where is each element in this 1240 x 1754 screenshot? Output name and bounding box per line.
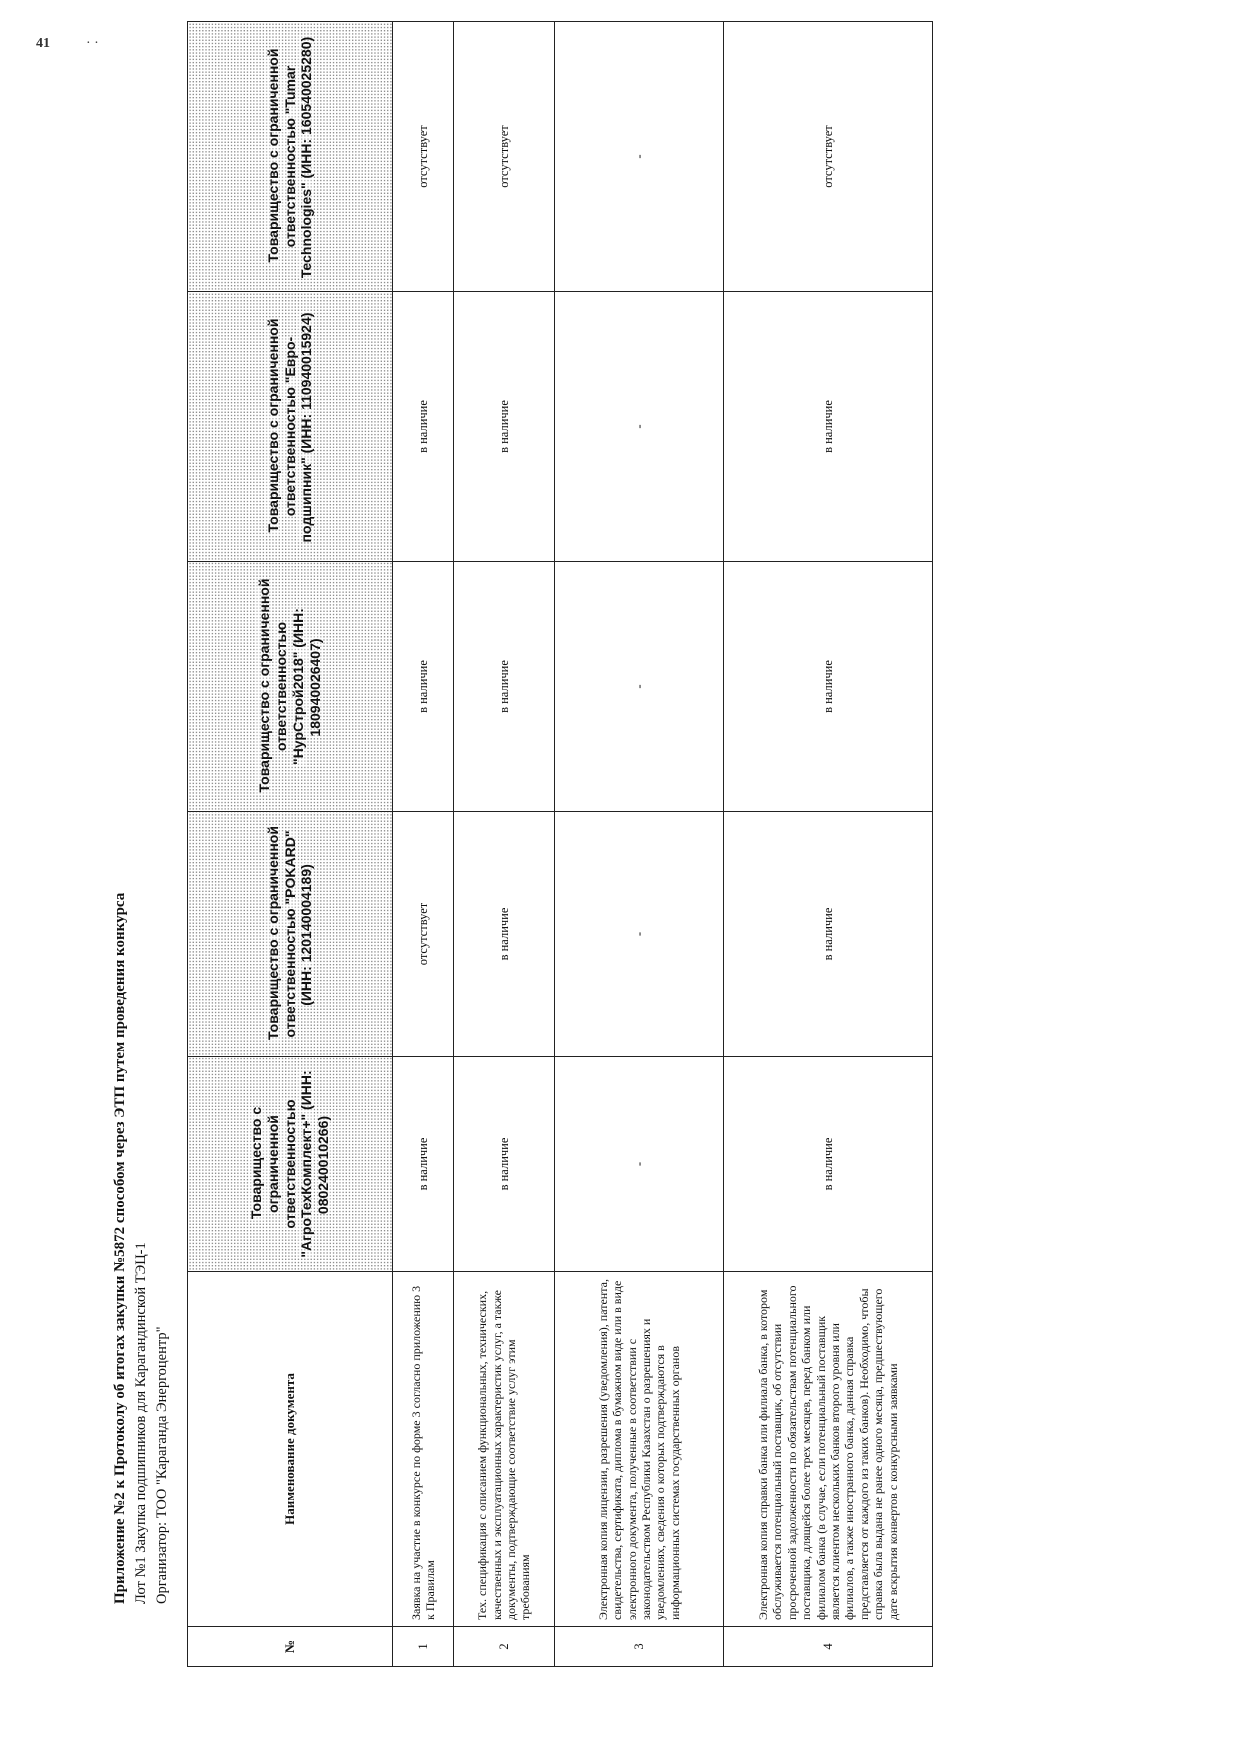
supplier-header (188, 292, 393, 562)
table-row (724, 22, 933, 1667)
status-cell: отсутствует (724, 22, 933, 292)
row-number: 1 (393, 1627, 454, 1667)
document-title: Приложение №2 к Протоколу об итогах закупки №5872 способом через ЭТП путем проведения конкурса (112, 892, 128, 1604)
status-cell: в наличие (393, 562, 454, 812)
status-cell: в наличие (393, 1057, 454, 1272)
page-number-mark: 41 (36, 36, 50, 51)
supplier-name: Товарищество с ограниченной ответственностью "POKARD" (ИНН: 120140004189) (264, 826, 315, 1040)
scan-dots: · · (86, 36, 99, 51)
row-number: 3 (555, 1627, 724, 1667)
table-header-row (188, 22, 393, 1667)
table-row (393, 22, 454, 1667)
status-cell: в наличие (724, 1057, 933, 1272)
supplier-name: Товарищество с ограниченной ответственностью "НурСтрой2018" (ИНН: 180940026407) (256, 578, 323, 793)
status-cell: - (555, 292, 724, 562)
document-name: Электронная копия справки банка или филиала банка, в котором обслуживается потенциальный поставщик, об отсутствии просроченной задолженности по обязательствам потенциального поставщика, длящейся более трех месяцев, перед банком или филиалом банка (в случае, если потенциальный поставщик является клиентом нескольких банков второго уровня или филиалов, а также иностранного банка, данная справка представляется от каждого из таких банков). Необходимо, чтобы справка была выдана не ранее одного месяца, предшествующего дате вскрытия конвертов с конкурсными заявками (724, 1272, 933, 1627)
table-row (454, 22, 555, 1667)
supplier-header (188, 812, 393, 1057)
status-cell: отсутствует (454, 22, 555, 292)
status-cell: в наличие (724, 292, 933, 562)
rotated-page (70, 7, 1170, 1747)
supplier-name: Товарищество с ограниченной ответственностью "Tumar Technologies" (ИНН: 160540025280) (264, 36, 315, 279)
supplier-header (188, 562, 393, 812)
table-row (555, 22, 724, 1667)
status-cell: в наличие (724, 812, 933, 1057)
status-cell: отсутствует (393, 812, 454, 1057)
document-name: Электронная копия лицензии, разрешения (уведомления), патента, свидетельства, сертификата, диплома в бумажном виде или в виде электронного документа, полученные в соответствии с законодательством Республики Казахстан о разрешениях и уведомлениях, сведения о которых подтверждаются в информационных системах государственных органов (555, 1272, 724, 1627)
supplier-name: Товарищество с ограниченной ответственностью "Евро-подшипник" (ИНН: 110940015924) (264, 312, 315, 543)
status-cell: - (555, 22, 724, 292)
col-document-header: Наименование документа (188, 1272, 393, 1627)
lot-line: Лот №1 Закупка подшипников для Карагандинской ТЭЦ-1 (133, 1242, 149, 1604)
supplier-name: Товарищество с ограниченной ответственностью "АгроТехКомплект+" (ИНН: 080240010266) (248, 1070, 332, 1258)
status-cell: - (555, 812, 724, 1057)
row-number: 2 (454, 1627, 555, 1667)
status-cell: в наличие (454, 812, 555, 1057)
status-cell: в наличие (454, 562, 555, 812)
status-cell: в наличие (454, 292, 555, 562)
document-name: Тех. спецификация с описанием функциональных, технических, качественных и эксплуатационных характеристик услуг, а также документы, подтверждающие соответствие услуг этим требованиям (454, 1272, 555, 1627)
supplier-header (188, 1057, 393, 1272)
status-cell: отсутствует (393, 22, 454, 292)
organizer-line: Организатор: ТОО "Караганда Энергоцентр" (154, 1326, 170, 1604)
document-name: Заявка на участие в конкурсе по форме 3 согласно приложению 3 к Правилам (393, 1272, 454, 1627)
comparison-table (187, 21, 933, 1667)
status-cell: в наличие (724, 562, 933, 812)
row-number: 4 (724, 1627, 933, 1667)
status-cell: в наличие (393, 292, 454, 562)
status-cell: - (555, 1057, 724, 1272)
status-cell: - (555, 562, 724, 812)
supplier-header (188, 22, 393, 292)
status-cell: в наличие (454, 1057, 555, 1272)
col-number-header: № (188, 1627, 393, 1667)
